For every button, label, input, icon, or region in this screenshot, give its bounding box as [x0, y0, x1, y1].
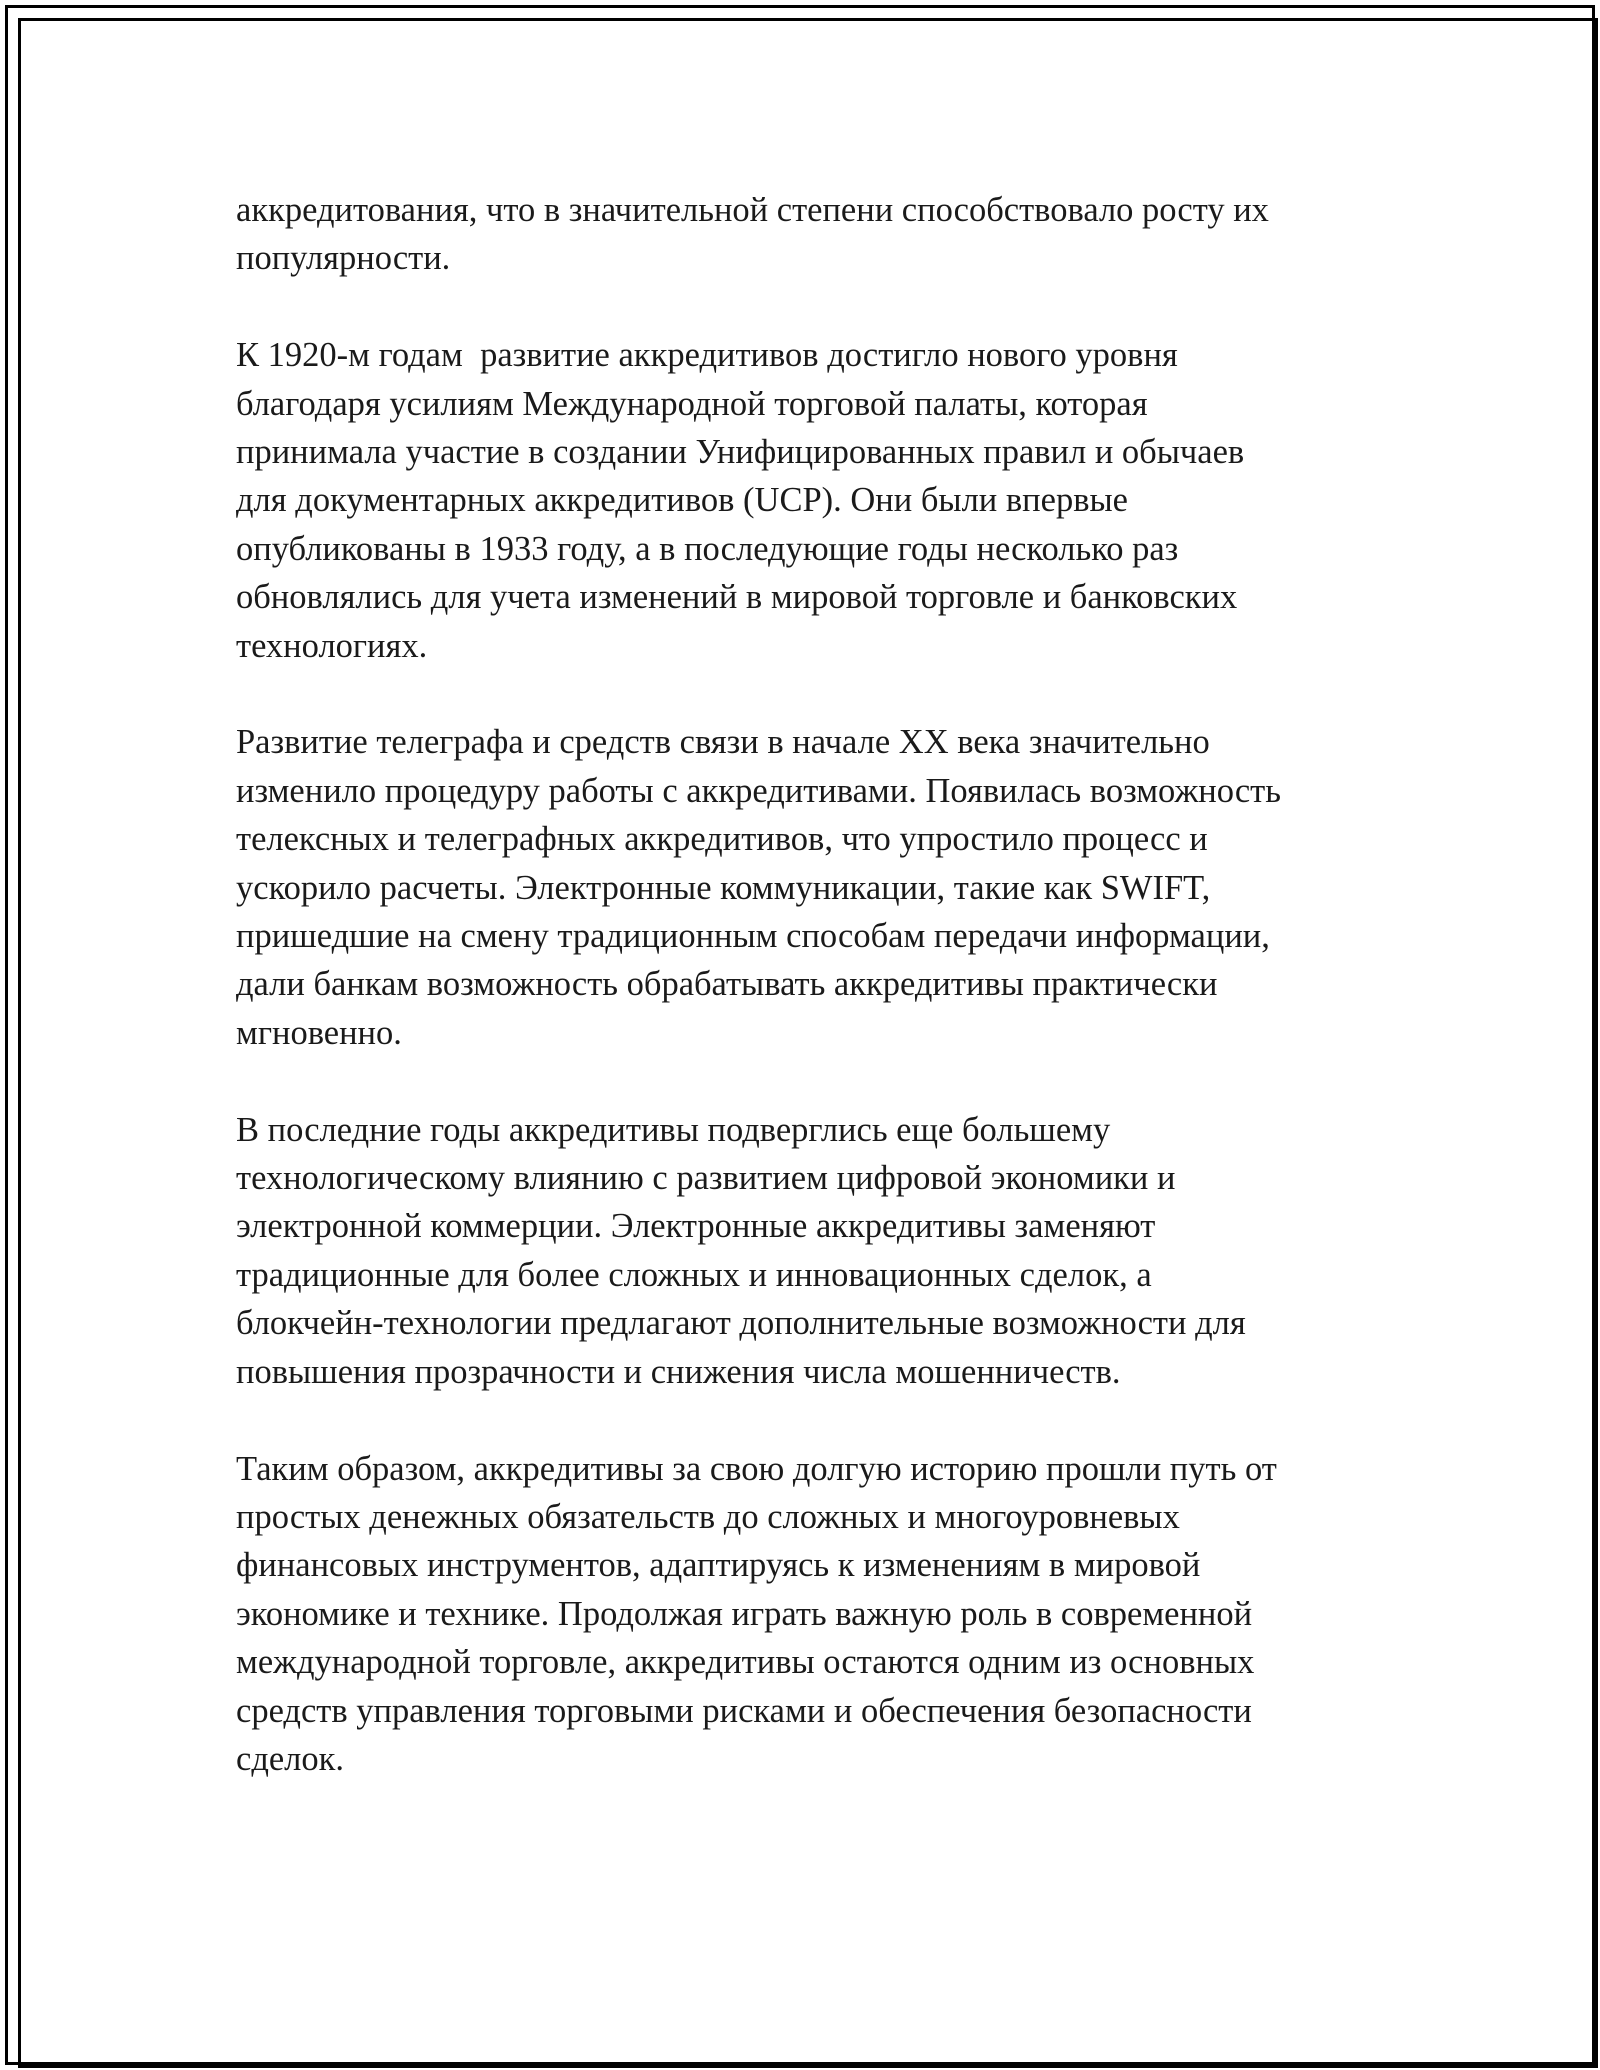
- text-line: Таким образом, аккредитивы за свою долгую историю прошли путь от: [236, 1449, 1277, 1488]
- paragraph-1: [236, 186, 1386, 283]
- text-line: средств управления торговыми рисками и обеспечения безопасности: [236, 1691, 1252, 1730]
- text-line: электронной коммерции. Электронные аккредитивы заменяют: [236, 1207, 1156, 1246]
- text-line: ускорило расчеты. Электронные коммуникации, такие как SWIFT,: [236, 868, 1211, 907]
- text-line: благодаря усилиям Международной торговой палаты, которая: [236, 384, 1148, 423]
- text-line: традиционные для более сложных и инновационных сделок, а: [236, 1255, 1152, 1294]
- text-line: повышения прозрачности и снижения числа мошенничеств.: [236, 1352, 1121, 1391]
- text-line: простых денежных обязательств до сложных и многоуровневых: [236, 1497, 1180, 1536]
- text-line: технологиях.: [236, 626, 428, 665]
- text-line: В последние годы аккредитивы подверглись еще большему: [236, 1110, 1111, 1149]
- text-line: блокчейн-технологии предлагают дополнительные возможности для: [236, 1304, 1246, 1343]
- text-line: обновлялись для учета изменений в мировой торговле и банковских: [236, 578, 1238, 617]
- text-line: сделок.: [236, 1739, 345, 1778]
- text-line: дали банкам возможность обрабатывать аккредитивы практически: [236, 965, 1218, 1004]
- text-line: мгновенно.: [236, 1013, 402, 1052]
- text-line: Развитие телеграфа и средств связи в начале XX века значительно: [236, 723, 1210, 762]
- text-line: финансовых инструментов, адаптируясь к изменениям в мировой: [236, 1546, 1201, 1585]
- text-line: технологическому влиянию с развитием цифровой экономики и: [236, 1159, 1176, 1198]
- text-line: опубликованы в 1933 году, а в последующие годы несколько раз: [236, 529, 1179, 568]
- text-line: пришедшие на смену традиционным способам передачи информации,: [236, 917, 1270, 956]
- paragraph-2: [236, 331, 1386, 670]
- text-line: международной торговле, аккредитивы остаются одним из основных: [236, 1643, 1255, 1682]
- text-line: экономике и технике. Продолжая играть важную роль в современной: [236, 1594, 1253, 1633]
- text-line: К 1920-м годам развитие аккредитивов достигло нового уровня: [236, 336, 1178, 375]
- text-line: для документарных аккредитивов (UCP). Они были впервые: [236, 481, 1128, 520]
- text-line: популярности.: [236, 239, 451, 278]
- text-line: телексных и телеграфных аккредитивов, что упростило процесс и: [236, 820, 1208, 859]
- paragraph-4: [236, 1106, 1386, 1396]
- document-body: [236, 186, 1386, 1832]
- text-line: аккредитования, что в значительной степени способствовало росту их: [236, 191, 1269, 229]
- text-line: принимала участие в создании Унифицированных правил и обычаев: [236, 433, 1245, 472]
- paragraph-3: [236, 718, 1386, 1057]
- text-line: изменило процедуру работы с аккредитивами. Появилась возможность: [236, 771, 1281, 810]
- paragraph-5: [236, 1445, 1386, 1784]
